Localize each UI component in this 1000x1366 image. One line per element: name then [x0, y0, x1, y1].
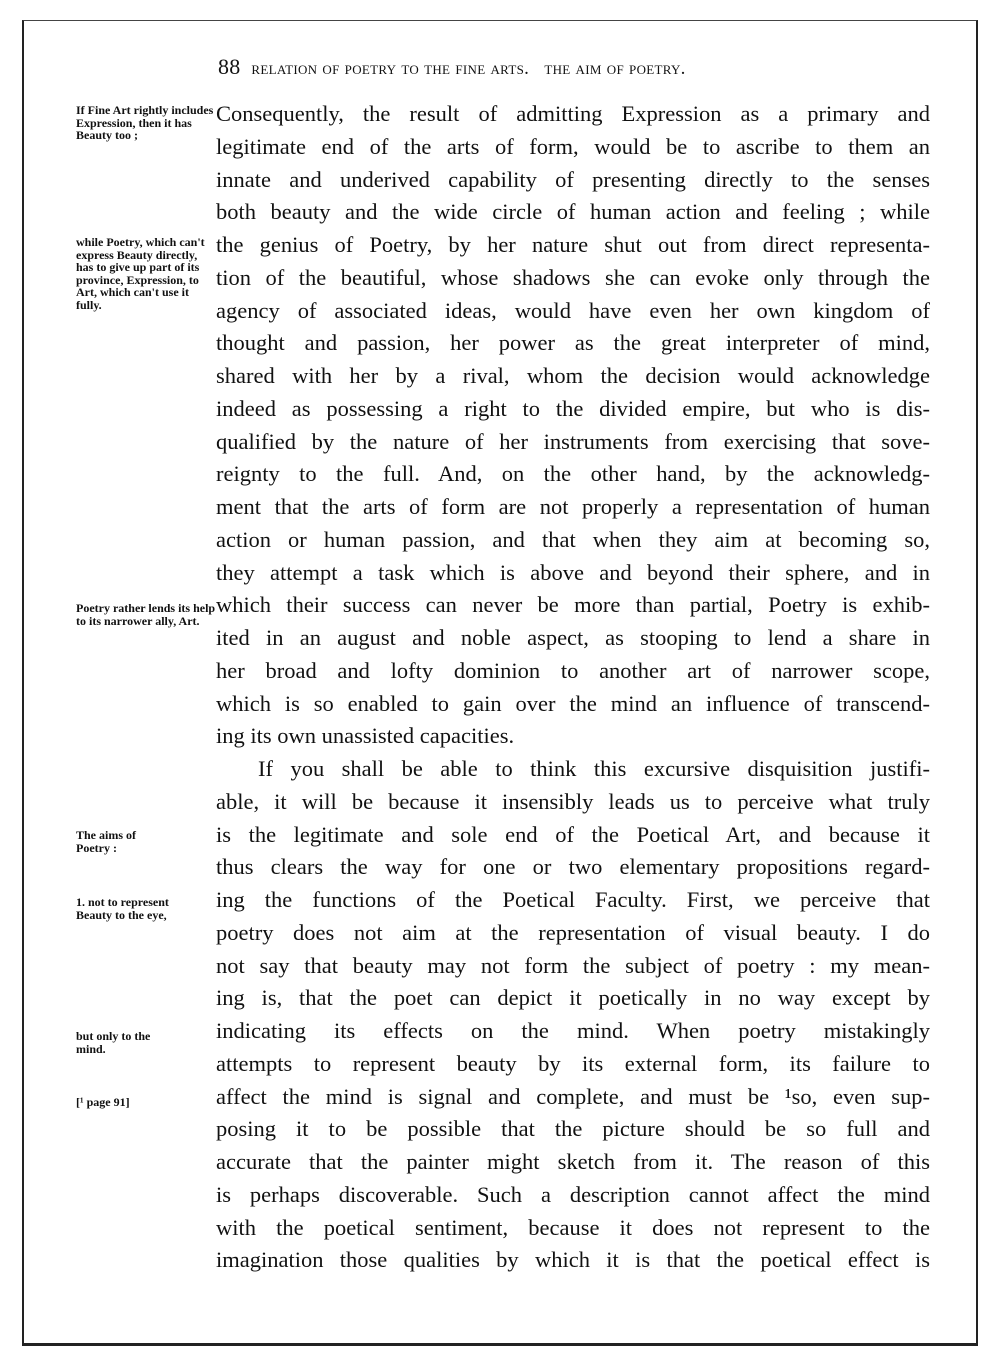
text-line: which is so enabled to gain over the mind an influence of transcend-: [216, 690, 930, 716]
margin-note: [¹ page 91]: [76, 1095, 130, 1109]
text-line: thus clears the way for one or two elementary propositions regard-: [216, 854, 930, 880]
text-line: agency of associated ideas, would have even her own kingdom of: [216, 297, 930, 323]
text-line: which their success can never be more than partial, Poetry is exhib-: [216, 592, 930, 618]
text-line: indicating its effects on the mind. When poetry mistakingly: [216, 1018, 930, 1043]
text-line: her broad and lofty dominion to another art of narrower scope,: [216, 657, 930, 683]
text-line: ited in an august and noble aspect, as stooping to lend a share in: [216, 625, 930, 650]
margin-note: The aims of Poetry :: [76, 828, 136, 855]
text-line: with the poetical sentiment, because it does not represent to the: [216, 1214, 930, 1240]
text-line: attempts to represent beauty by its external form, its failure to: [216, 1050, 930, 1076]
text-line: able, it will be because it insensibly leads us to perceive what truly: [216, 788, 930, 814]
margin-note: while Poetry, which can't express Beauty directly, has to give up part of its province, Expression, to Art, which can't use it fully.: [76, 235, 205, 312]
text-line: Consequently, the result of admitting Expression as a primary and: [216, 101, 930, 126]
text-line: imagination those qualities by which it is that the poetical effect is: [216, 1247, 930, 1273]
text-line: qualified by the nature of her instruments from exercising that sove-: [216, 428, 930, 454]
text-line: ing its own unassisted capacities.: [216, 723, 515, 749]
text-line: posing it to be possible that the picture should be so full and: [216, 1116, 930, 1142]
page-number: 88: [218, 54, 241, 79]
text-line: they attempt a task which is above and beyond their sphere, and in: [216, 559, 930, 585]
text-line: indeed as possessing a right to the divided empire, but who is dis-: [216, 395, 930, 421]
text-line: both beauty and the wide circle of human action and feeling ; while: [216, 199, 930, 225]
text-line: ment that the arts of form are not properly a representation of human: [216, 494, 930, 519]
running-header: [218, 54, 930, 80]
text-line: is perhaps discoverable. Such a description cannot affect the mind: [216, 1181, 930, 1207]
running-title: relation of poetry to the fine arts. the aim of poetry.: [251, 58, 686, 79]
text-line: legitimate end of the arts of form, would be to ascribe to them an: [216, 133, 930, 159]
text-line: thought and passion, her power as the great interpreter of mind,: [216, 330, 930, 356]
text-line: shared with her by a rival, whom the decision would acknowledge: [216, 363, 930, 388]
margin-note: Poetry rather lends its help to its narrower ally, Art.: [76, 601, 216, 628]
margin-note: 1. not to represent Beauty to the eye,: [76, 895, 169, 922]
text-line: action or human passion, and that when they aim at becoming so,: [216, 526, 930, 552]
text-line: poetry does not aim at the representation of visual beauty. I do: [216, 919, 930, 945]
text-line: reignty to the full. And, on the other hand, by the acknowledg-: [216, 461, 930, 487]
text-line: tion of the beautiful, whose shadows she can evoke only through the: [216, 264, 930, 290]
text-line: affect the mind is signal and complete, and must be ¹so, even sup-: [216, 1083, 930, 1109]
body-text: [216, 98, 930, 1277]
text-line: is the legitimate and sole end of the Poetical Art, and because it: [216, 821, 930, 847]
text-line: accurate that the painter might sketch from it. The reason of this: [216, 1149, 930, 1174]
margin-note: but only to the mind.: [76, 1029, 151, 1056]
text-line: innate and underived capability of presenting directly to the senses: [216, 166, 930, 192]
text-line: ing is, that the poet can depict it poetically in no way except by: [216, 985, 930, 1011]
text-line: the genius of Poetry, by her nature shut out from direct representa-: [216, 232, 930, 257]
margin-note: If Fine Art rightly includes Expression, then it has Beauty too ;: [76, 103, 214, 142]
text-line: ing the functions of the Poetical Faculty. First, we perceive that: [216, 887, 930, 912]
text-line: not say that beauty may not form the subject of poetry : my mean-: [216, 952, 930, 978]
text-line: If you shall be able to think this excursive disquisition justifi-: [258, 756, 930, 781]
